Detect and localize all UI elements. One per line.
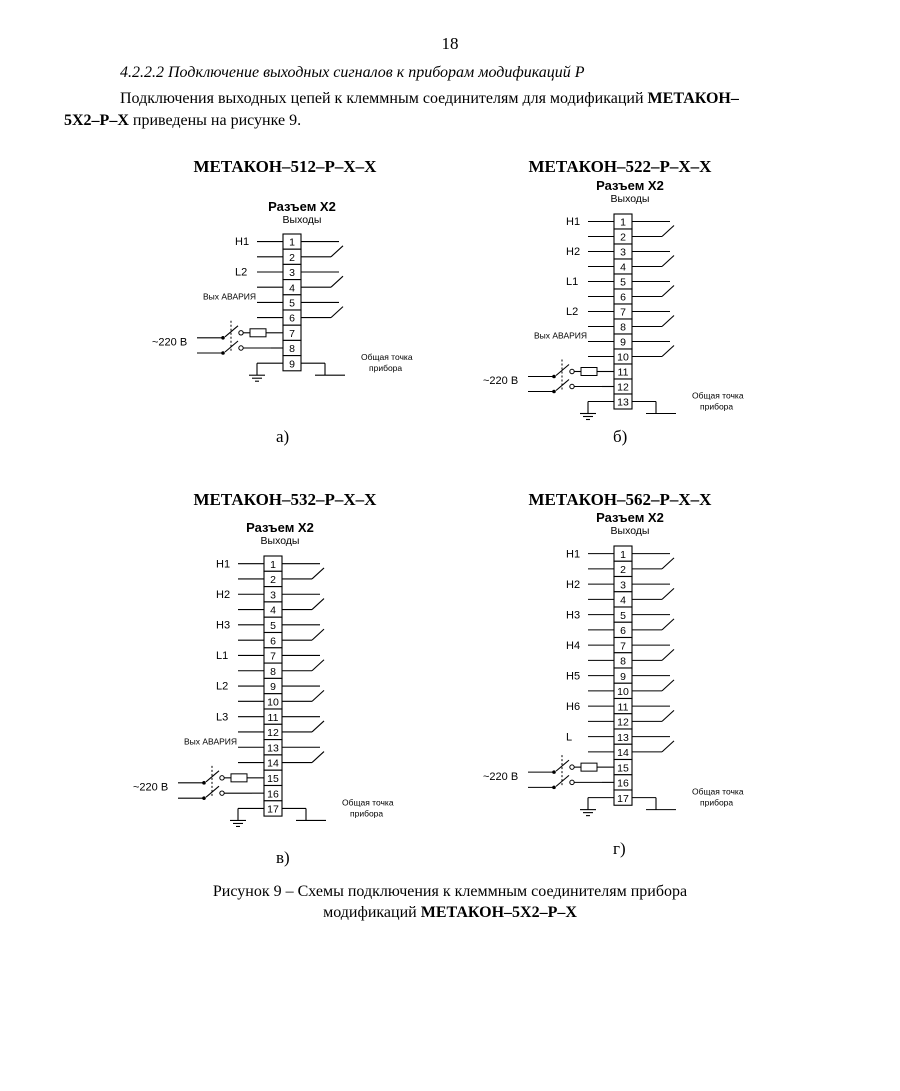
diagram-b-connector-subtitle: Выходы: [610, 193, 650, 205]
diagram-d-contact-switch: [662, 680, 674, 691]
diagram-a-switch-blade: [225, 326, 238, 337]
diagram-c-switch-terminal: [220, 776, 224, 780]
diagram-d-terminal-number: 1: [620, 548, 626, 561]
diagram-b-output-label: L1: [566, 276, 579, 288]
intro-line-1-bold: МЕТАКОН–: [647, 90, 739, 107]
diagram-c-title: МЕТАКОН–532–Р–Х–Х: [193, 490, 377, 509]
diagram-a-terminal-number: 2: [289, 251, 295, 264]
diagram-b-power-label: ~220 В: [483, 375, 519, 387]
diagram-c-fuse: [231, 774, 247, 782]
diagram-c-output-label: L2: [216, 680, 229, 693]
diagram-c-terminal-number: 4: [270, 604, 276, 617]
diagram-a-terminal-number: 5: [289, 297, 295, 310]
diagram-d-fuse: [581, 763, 597, 771]
diagram-c-terminal-number: 9: [270, 681, 276, 694]
diagram-c-common-point-line1: Общая точка: [342, 797, 394, 808]
diagram-a-power-label: ~220 В: [152, 336, 188, 349]
diagram-c-output-label: L1: [216, 650, 229, 663]
diagram-c-contact-switch: [312, 599, 324, 610]
diagram-b-switch-terminal: [570, 369, 574, 373]
diagram-b-switch-terminal: [570, 384, 574, 388]
diagram-a-contact-switch: [331, 307, 343, 318]
diagram-b-connector-title: Разъем Х2: [596, 178, 664, 193]
diagram-d-common-point-line1: Общая точка: [692, 786, 744, 797]
page-number: 18: [441, 34, 459, 53]
diagram-d-power-label: ~220 В: [483, 770, 519, 783]
diagram-b-terminal-number: 11: [617, 366, 629, 379]
diagram-b-terminal-number: 4: [620, 261, 626, 274]
diagram-d-terminal-number: 13: [617, 731, 629, 744]
diagram-c-power-label: ~220 В: [133, 781, 169, 794]
diagram-d-switch-blade: [556, 760, 569, 771]
diagram-c-contact-switch: [312, 629, 324, 640]
diagram-d-terminal-number: 4: [620, 594, 626, 607]
diagram-c-switch-terminal: [220, 791, 224, 795]
diagram-c-contact-switch: [312, 690, 324, 701]
diagram-a-terminal-number: 1: [289, 236, 295, 249]
diagram-a-terminal-number: 9: [289, 358, 295, 371]
diagram-b-terminal-number: 3: [620, 246, 626, 259]
diagram-c-contact-switch: [312, 568, 324, 579]
diagram-b-contact-switch: [662, 316, 674, 327]
diagram-c-terminal-number: 14: [267, 757, 279, 770]
diagram-b-contact-switch: [662, 286, 674, 297]
diagram-a-output-label: L2: [235, 266, 248, 279]
caption-line-1: Рисунок 9 – Схемы подключения к клеммным соединителям прибора: [212, 883, 688, 900]
diagram-a-connector-subtitle: Выходы: [282, 214, 322, 226]
diagram-b-common-point-line2: прибора: [700, 401, 734, 412]
diagram-a-terminal-number: 6: [289, 312, 295, 325]
figure-caption: [0, 881, 900, 923]
diagram-c-output-label: Н2: [216, 588, 231, 601]
diagram-a-alarm-label: Вых АВАРИЯ: [203, 291, 257, 302]
diagram-d-connector-subtitle: Выходы: [610, 525, 650, 537]
diagram-c-terminal-number: 3: [270, 589, 276, 602]
diagram-a-output-label: Н1: [235, 236, 250, 249]
diagram-d-title: МЕТАКОН–562–Р–Х–Х: [528, 490, 712, 509]
caption-line-2: [0, 902, 900, 923]
diagram-b-output-label: L2: [566, 306, 579, 318]
diagram-b-terminal-number: 1: [620, 216, 626, 229]
diagram-d-output-label: L: [566, 731, 573, 744]
diagram-c-terminal-number: 1: [270, 558, 276, 571]
diagram-c-terminal-number: 10: [267, 696, 279, 709]
diagram-b-title: МЕТАКОН–522–Р–Х–Х: [528, 157, 712, 176]
diagram-d-output-label: Н6: [566, 700, 581, 713]
diagram-a-switch-terminal: [239, 346, 243, 350]
diagram-a-contact-switch: [331, 246, 343, 257]
diagram-d-terminal-number: 2: [620, 564, 626, 576]
diagram-d-switch-terminal: [570, 765, 574, 769]
section-heading: 4.2.2.2 Подключение выходных сигналов к приборам модификаций Р: [120, 64, 585, 81]
diagram-a-title: МЕТАКОН–512–Р–Х–Х: [193, 157, 377, 176]
diagram-d-terminal-number: 15: [617, 762, 629, 775]
diagram-d-output-label: Н2: [566, 578, 581, 591]
diagram-d-output-label: Н1: [566, 548, 581, 561]
diagram-b-terminal-number: 13: [617, 396, 629, 409]
intro-line-1-text: Подключения выходных цепей к клеммным соединителям для модификаций: [120, 90, 648, 107]
diagram-d-contact-switch: [662, 710, 674, 721]
diagram-b-terminal-number: 2: [620, 231, 626, 244]
diagram-c-terminal-number: 8: [270, 665, 276, 678]
diagram-b-terminal-number: 8: [620, 321, 626, 334]
diagram-b-contact-switch: [662, 256, 674, 267]
diagram-b-terminal-number: 5: [620, 276, 626, 289]
diagram-c-output-label: Н1: [216, 558, 231, 571]
caption-line-2-prefix: модификаций: [323, 904, 421, 921]
diagram-d-switch-terminal: [570, 780, 574, 784]
diagram-b-fuse: [581, 368, 597, 376]
diagram-d-terminal-number: 11: [617, 701, 629, 714]
diagram-c-output-label: L3: [216, 711, 229, 724]
diagram-c-terminal-number: 17: [267, 803, 279, 816]
diagram-b-terminal-number: 12: [617, 381, 629, 394]
diagram-c-terminal-number: 6: [270, 635, 276, 648]
diagram-b-output-label: Н2: [566, 246, 581, 258]
diagram-a-terminal-number: 3: [289, 267, 295, 280]
diagram-a-common-point-line2: прибора: [369, 363, 403, 374]
diagram-d-terminal-number: 17: [617, 792, 629, 805]
diagram-a-fuse: [250, 329, 266, 337]
diagram-c-terminal-number: 15: [267, 773, 279, 785]
diagram-d-contact-switch: [662, 588, 674, 599]
diagram-d-terminal-number: 7: [620, 640, 626, 653]
diagram-b-terminal-number: 9: [620, 336, 626, 349]
diagram-c-terminal-number: 2: [270, 574, 276, 587]
diagram-b-contact-switch: [662, 346, 674, 357]
diagram-d-terminal-number: 5: [620, 609, 626, 622]
diagram-c-contact-switch: [312, 752, 324, 763]
diagram-d-terminal-number: 9: [620, 670, 626, 683]
diagram-a-contact-switch: [331, 276, 343, 287]
diagram-d-contact-switch: [662, 649, 674, 660]
diagram-a-common-point-line1: Общая точка: [361, 352, 413, 363]
diagram-d-terminal-number: 10: [617, 686, 629, 698]
diagram-c-contact-switch: [312, 721, 324, 732]
diagram-d-terminal-number: 12: [617, 716, 629, 729]
diagram-c-output-label: Н3: [216, 619, 231, 632]
diagram-c-alarm-label: Вых АВАРИЯ: [184, 736, 238, 747]
diagram-d-terminal-number: 16: [617, 777, 629, 790]
diagram-c-terminal-number: 13: [267, 742, 279, 755]
diagram-c-switch-blade: [206, 771, 219, 782]
intro-line-2-bold: 5Х2–Р–Х: [64, 112, 129, 129]
diagram-a-terminal-number: 8: [289, 343, 295, 356]
diagram-c-terminal-number: 16: [267, 788, 279, 801]
intro-line-2-text: приведены на рисунке 9.: [128, 112, 302, 129]
diagram-c-terminal-number: 11: [267, 711, 279, 724]
caption-line-2-bold: МЕТАКОН–5Х2–Р–Х: [420, 904, 577, 921]
diagram-c-terminal-number: 7: [270, 650, 276, 663]
diagram-d-terminal-number: 3: [620, 579, 626, 592]
diagram-b-terminal-number: 10: [617, 351, 629, 364]
diagram-a-switch-terminal: [239, 331, 243, 335]
diagram-d-connector-title: Разъем Х2: [596, 510, 664, 525]
diagram-c-terminal-number: 12: [267, 727, 279, 740]
diagram-b-label: б): [613, 427, 628, 446]
diagram-c-terminal-number: 5: [270, 620, 276, 632]
diagram-b-terminal-number: 6: [620, 291, 626, 304]
diagram-b-output-label: Н1: [566, 216, 581, 228]
diagram-c-connector-subtitle: Выходы: [260, 535, 300, 547]
diagram-d-common-point-line2: прибора: [700, 797, 734, 808]
diagram-d-terminal-number: 6: [620, 625, 626, 637]
diagram-c-common-point-line2: прибора: [350, 808, 384, 819]
diagram-d-contact-switch: [662, 558, 674, 569]
diagram-a-connector-title: Разъем Х2: [268, 199, 336, 214]
diagram-b-common-point-line1: Общая точка: [692, 390, 744, 401]
diagram-d-terminal-number: 8: [620, 655, 626, 668]
diagram-d-output-label: Н5: [566, 670, 581, 683]
diagram-c-contact-switch: [312, 660, 324, 671]
diagram-d-contact-switch: [662, 741, 674, 752]
diagram-c-label: в): [276, 848, 290, 867]
diagram-d-terminal-number: 14: [617, 747, 629, 759]
diagram-d-output-label: Н3: [566, 609, 581, 622]
diagram-c-connector-title: Разъем Х2: [246, 520, 314, 535]
diagram-a-terminal-number: 7: [289, 327, 295, 340]
diagram-a-terminal-number: 4: [289, 282, 295, 295]
diagram-b-alarm-label: Вых АВАРИЯ: [534, 330, 588, 341]
diagram-d-contact-switch: [662, 619, 674, 630]
diagram-b-terminal-number: 7: [620, 306, 626, 319]
diagram-a-label: а): [276, 427, 290, 446]
diagram-d-output-label: Н4: [566, 639, 581, 652]
diagram-b-switch-blade: [556, 365, 569, 376]
diagram-b-contact-switch: [662, 226, 674, 237]
diagram-d-label: г): [613, 839, 626, 858]
